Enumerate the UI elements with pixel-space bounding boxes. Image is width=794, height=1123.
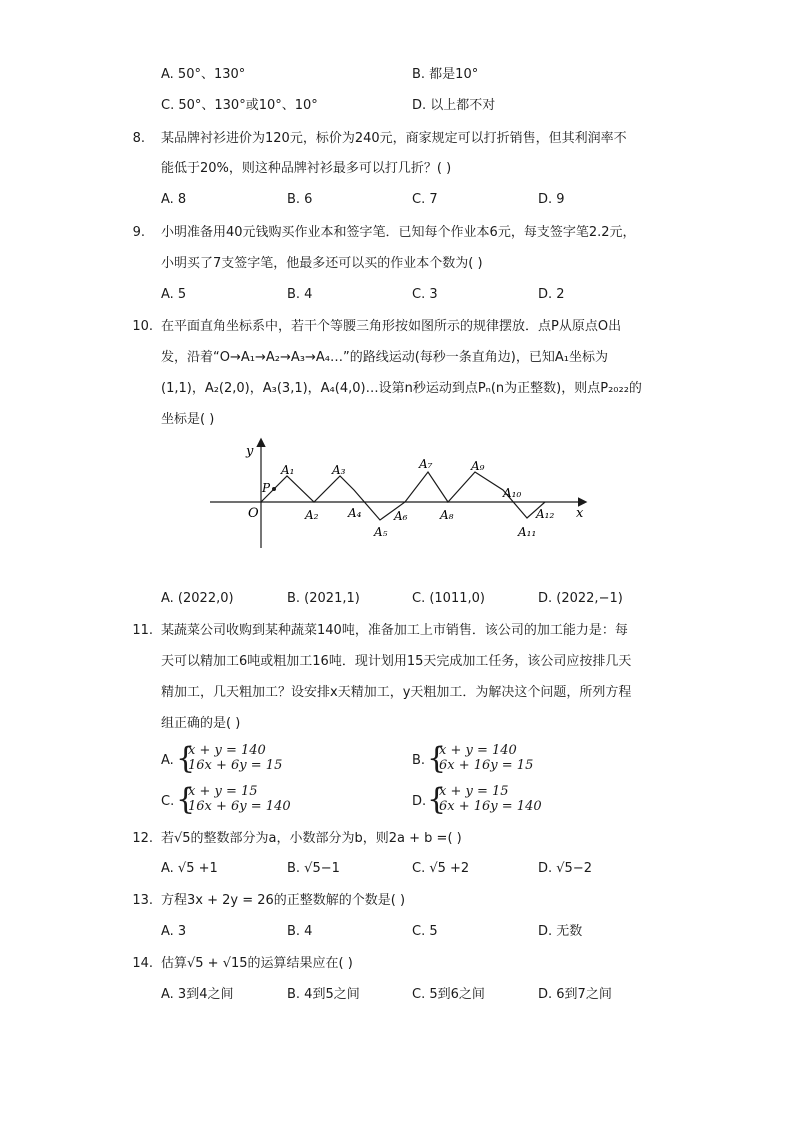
q11-option-a-label: A. (161, 753, 174, 768)
q9-text-line1: 小明准备用40元钱购买作业本和签字笔．已知每个作业本6元，每支签字笔2.2元， (161, 225, 636, 240)
q11-option-c-label: C. (161, 794, 175, 809)
q11-option-c-brace: { (176, 782, 196, 817)
q11-option-d-eq1: x + y = 15 (439, 784, 509, 799)
label-a11: A₁₁ (518, 525, 537, 539)
q11-text-line3: 精加工，几天粗加工？设安排x天精加工，y天粗加工．为解决这个问题，所列方程 (161, 685, 632, 700)
q12-option-c: C. √5 +2 (412, 861, 470, 876)
q11-option-b-brace: { (427, 741, 447, 776)
q8-option-c: C. 7 (412, 192, 438, 207)
q11-option-c-eq2: 16x + 6y = 140 (188, 799, 291, 814)
q8-option-d: D. 9 (538, 192, 565, 207)
label-a12: A₁₂ (536, 507, 555, 521)
q7-option-c: C. 50°、130°或10°、10° (161, 98, 318, 113)
q12-option-a: A. √5 +1 (161, 861, 218, 876)
q10-option-b: B. (2021,1) (287, 591, 360, 606)
q11-option-a-brace: { (176, 741, 196, 776)
q11-option-a-eq1: x + y = 140 (188, 743, 266, 758)
label-a1: A₁ (281, 463, 295, 477)
q14-option-a: A. 3到4之间 (161, 987, 234, 1002)
label-a7: A₇ (419, 457, 433, 471)
label-a4: A₄ (348, 506, 362, 520)
point-p-label: P (262, 481, 271, 495)
q11-option-b-eq1: x + y = 140 (439, 743, 517, 758)
q11-option-a-eq2: 16x + 6y = 15 (188, 758, 283, 773)
point-p-dot (272, 487, 276, 491)
x-axis-label: x (576, 506, 584, 521)
label-a3: A₃ (332, 463, 346, 477)
q7-option-d: D. 以上都不对 (412, 98, 496, 113)
q9-text-line2: 小明买了7支签字笔，他最多还可以买的作业本个数为( ) (161, 256, 483, 271)
q11-option-b-eq2: 6x + 16y = 15 (439, 758, 534, 773)
q10-number: 10. (132, 319, 153, 334)
q14-option-b: B. 4到5之间 (287, 987, 360, 1002)
q13-text-line1: 方程3x + 2y = 26的正整数解的个数是( ) (161, 893, 406, 908)
q9-option-c: C. 3 (412, 287, 438, 302)
q10-option-a: A. (2022,0) (161, 591, 234, 606)
q10-text-line1: 在平面直角坐标系中，若干个等腰三角形按如图所示的规律摆放．点P从原点O出 (161, 319, 622, 334)
q13-number: 13. (132, 893, 153, 908)
q13-option-a: A. 3 (161, 924, 187, 939)
origin-label: O (248, 506, 259, 521)
q12-option-d: D. √5−2 (538, 861, 592, 876)
q11-option-c-eq1: x + y = 15 (188, 784, 258, 799)
q10-text-line2: 发，沿着“O→A₁→A₂→A₃→A₄…”的路线运动(每秒一条直角边)，已知A₁坐标为 (161, 350, 608, 365)
q12-text-line1: 若√5的整数部分为a，小数部分为b，则2a + b =( ) (161, 831, 462, 846)
q7-option-a: A. 50°、130° (161, 67, 246, 82)
q9-option-d: D. 2 (538, 287, 565, 302)
q8-text-line2: 能低于20%，则这种品牌衬衫最多可以打几折？( ) (161, 161, 452, 176)
q13-option-c: C. 5 (412, 924, 438, 939)
q11-text-line4: 组正确的是( ) (161, 716, 241, 731)
q9-number: 9. (132, 225, 145, 240)
q11-option-d-brace: { (427, 782, 447, 817)
q9-option-a: A. 5 (161, 287, 187, 302)
label-a10: A₁₀ (503, 486, 522, 500)
y-axis-label: y (246, 444, 254, 459)
label-a8: A₈ (440, 508, 454, 522)
label-a2: A₂ (305, 508, 319, 522)
q10-zigzag-figure (200, 430, 600, 555)
q11-number: 11. (132, 623, 153, 638)
q12-number: 12. (132, 831, 153, 846)
label-a9: A₉ (471, 459, 485, 473)
q8-option-a: A. 8 (161, 192, 187, 207)
q10-text-line4: 坐标是( ) (161, 412, 215, 427)
q11-option-b-label: B. (412, 753, 426, 768)
q8-text-line1: 某品牌衬衫进价为120元，标价为240元，商家规定可以打折销售，但其利润率不 (161, 131, 627, 146)
q10-option-c: C. (1011,0) (412, 591, 485, 606)
q11-option-d-eq2: 6x + 16y = 140 (439, 799, 542, 814)
q12-option-b: B. √5−1 (287, 861, 340, 876)
q7-option-b: B. 都是10° (412, 67, 479, 82)
q11-text-line1: 某蔬菜公司收购到某种蔬菜140吨，准备加工上市销售．该公司的加工能力是：每 (161, 623, 628, 638)
q14-option-d: D. 6到7之间 (538, 987, 612, 1002)
q14-option-c: C. 5到6之间 (412, 987, 485, 1002)
q10-option-d: D. (2022,−1) (538, 591, 623, 606)
q13-option-d: D. 无数 (538, 924, 583, 939)
label-a6: A₆ (394, 509, 408, 523)
q11-option-d-label: D. (412, 794, 427, 809)
q11-text-line2: 天可以精加工6吨或粗加工16吨．现计划用15天完成加工任务，该公司应按排几天 (161, 654, 632, 669)
q8-number: 8. (132, 131, 145, 146)
q9-option-b: B. 4 (287, 287, 313, 302)
q13-option-b: B. 4 (287, 924, 313, 939)
q14-text-line1: 估算√5 + √15的运算结果应在( ) (161, 956, 353, 971)
q8-option-b: B. 6 (287, 192, 313, 207)
q10-text-line3: (1,1)，A₂(2,0)，A₃(3,1)，A₄(4,0)…设第n秒运动到点Pₙ(n为正整数)，则点P₂₀₂₂的 (161, 381, 642, 396)
label-a5: A₅ (374, 525, 388, 539)
q14-number: 14. (132, 956, 153, 971)
